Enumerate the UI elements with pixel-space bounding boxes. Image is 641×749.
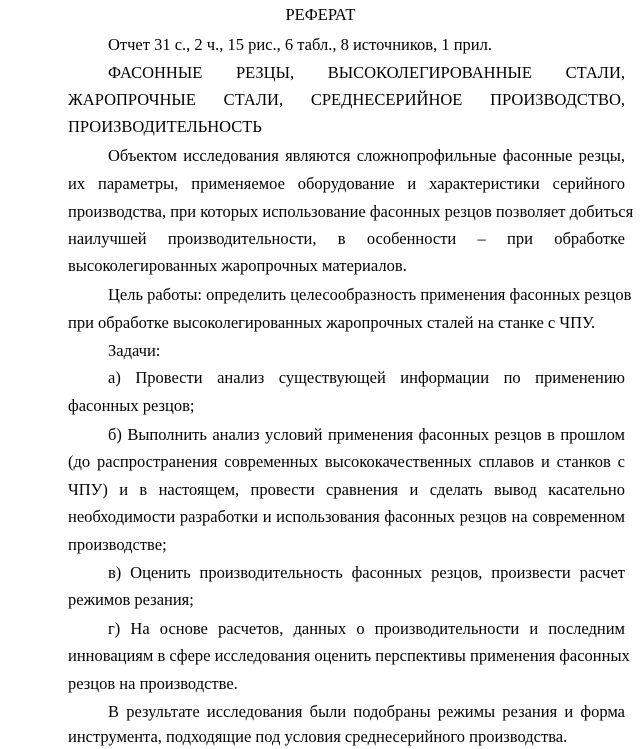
keywords-line-2: ЖАРОПРОЧНЫЕ СТАЛИ, СРЕДНЕСЕРИЙНОЕ ПРОИЗВОДСТВО,	[68, 90, 625, 109]
object-line-3: производства, при которых использование фасонных резцов позволяет добиться	[68, 202, 634, 221]
task-b-line-3: ЧПУ) и в настоящем, провести сравнения и сделать вывод касательно	[68, 480, 625, 499]
page-title: РЕФЕРАТ	[285, 5, 356, 24]
task-b-line-2: (до распространения современных высококачественных сплавов и станков с	[68, 452, 625, 471]
task-d-line-2: инновациям в сфере исследования оценить перспективы применения фасонных	[68, 646, 630, 665]
object-line-2: их параметры, применяемое оборудование и характеристики серийного	[68, 174, 625, 193]
task-c-line-1: в) Оценить производительность фасонных резцов, произвести расчет	[108, 563, 625, 582]
task-d-line-3: резцов на производстве.	[68, 674, 238, 693]
task-a-line-1: а) Провести анализ существующей информации по применению	[108, 368, 625, 387]
task-d-line-1: г) На основе расчетов, данных о производительности и последним	[108, 619, 625, 638]
goal-line-1: Цель работы: определить целесообразность применения фасонных резцов	[108, 285, 632, 304]
task-c-line-2: режимов резания;	[68, 590, 194, 609]
goal-line-2: при обработке высоколегированных жаропрочных сталей на станке с ЧПУ.	[68, 313, 596, 332]
task-a-line-2: фасонных резцов;	[68, 396, 195, 415]
report-info: Отчет 31 с., 2 ч., 15 рис., 6 табл., 8 источников, 1 прил.	[108, 35, 492, 54]
task-b-line-4: необходимости разработки и использования фасонных резцов на современном	[68, 507, 625, 526]
keywords-line-3: ПРОИЗВОДИТЕЛЬНОСТЬ	[68, 117, 262, 136]
object-line-4: наилучшей производительности, в особенности – при обработке	[68, 229, 625, 248]
task-b-line-1: б) Выполнить анализ условий применения фасонных резцов в прошлом	[108, 425, 625, 444]
object-line-1: Объектом исследования являются сложнопрофильные фасонные резцы,	[108, 146, 625, 165]
task-b-line-5: производстве;	[68, 535, 167, 554]
keywords-line-1: ФАСОННЫЕ РЕЗЦЫ, ВЫСОКОЛЕГИРОВАННЫЕ СТАЛИ,	[108, 63, 625, 82]
result-line-2: инструмента, подходящие под условия среднесерийного производства.	[68, 727, 568, 746]
tasks-heading: Задачи:	[108, 341, 161, 360]
result-line-1: В результате исследования были подобраны режимы резания и форма	[108, 702, 625, 721]
object-line-5: высоколегированных жаропрочных материалов.	[68, 256, 407, 275]
